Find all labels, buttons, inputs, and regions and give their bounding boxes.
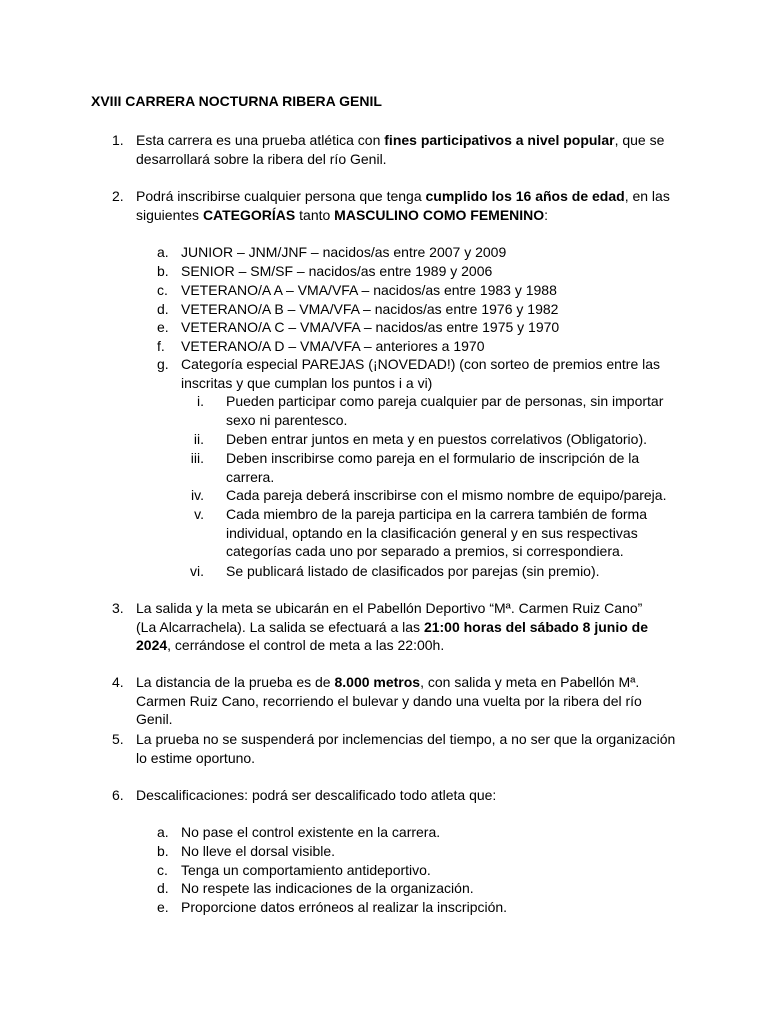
- item-number: 6.: [112, 787, 124, 803]
- item-text: La prueba no se suspenderá por inclemencias del tiempo, a no ser que la organización lo estime oportuno.: [136, 731, 676, 766]
- item-number: 1.: [112, 132, 124, 148]
- item-text: La salida y la meta se ubicarán en el Pabellón Deportivo “Mª. Carmen Ruiz Cano” (La Alcarrachela). La salida se efectuará a las 21:00 horas del sábado 8 junio de 2024, cerrándose el control de meta a las 22:00h.: [136, 600, 649, 653]
- item-number: 4.: [112, 674, 124, 690]
- item-text: Esta carrera es una prueba atlética con fines participativos a nivel popular, que se desarrollará sobre la ribera del río Genil.: [136, 132, 665, 167]
- item-number: 2.: [112, 188, 124, 204]
- item-text: Descalificaciones: podrá ser descalificado todo atleta que:: [136, 787, 497, 803]
- document-page: XVIII CARRERA NOCTURNA RIBERA GENIL 1. Esta carrera es una prueba atlética con fines participativos a nivel popular, que se desarrollará sobre la ribera del río Genil. 2. Podrá inscribirse cualquier persona que tenga cumplido los 16 años de edad, en las siguientes CATEGORÍAS tanto MASCULINO COMO FEMENINO: a. JUNIOR – JNM/JNF – nacidos/as entre 2007 y 2009 b. SENIOR – SM/SF – nacidos/as entre 1989 y 2006 c. VETERANO/A A – VMA/VFA – nacidos/as entre 1983 y 1988 d. VETERANO/A B – VMA/VFA – nacidos/as entre 1976 y 1982 e. VETERANO/A C – VMA/VFA – nacidos/as entre 1975 y 1970 f. VETERANO/A D – VMA/VFA – anteriores a 1970 g. Categoría especial PAREJAS (¡NOVEDAD!) (con sorteo de premios entre las inscritas y que cumplan los puntos i a vi) i. Pueden participar como pareja cualquier par de personas, sin importar sexo ni parentesco. ii. Deben entrar juntos en meta y en puestos correlativos (Obligatorio). iii. Deben inscribirse como pareja en el formulario de inscripción de la carrera. iv. Cada pareja deberá inscribirse con el mismo nombre de equipo/pareja. v. Cada miembro de la pareja participa en la carrera también de forma individual, optando en la clasificación general y en sus respectivas categorías cada uno por separado a premios, si correspondiera. vi. Se publicará listado de clasificados por parejas (sin premio). 3. La salida y la meta se ubicarán en el Pabellón Deportivo “Mª. Carmen Ruiz Cano” (La Alcarrachela). La salida se efectuará a las 21:00 horas del sábado 8 junio de 2024, cerrándose el control de meta a las 22:00h. 4. La distancia de la prueba es de 8.000 metros, con salida y meta en Pabellón Mª. Carmen Ruiz Cano, recorriendo el bulevar y dando una vuelta por la ribera del río Genil. 5. La prueba no se suspenderá por inclemencias del tiempo, a no ser que la organización lo estime oportuno. 6. Descalificaciones: podrá ser descalificado todo atleta que: a. No pase el control existente en la carrera. b. No lleve el dorsal visible. c. Tenga un comportamiento antideportivo. d. No respete las indicaciones de la organización. e. Proporcione datos erróneos al realizar la inscripción.: [91, 93, 676, 915]
- document-title: XVIII CARRERA NOCTURNA RIBERA GENIL: [91, 93, 382, 109]
- item-number: 3.: [112, 600, 124, 616]
- item-number: 5.: [112, 731, 124, 747]
- item-text: Podrá inscribirse cualquier persona que tenga cumplido los 16 años de edad, en las siguientes CATEGORÍAS tanto MASCULINO COMO FEMENINO:: [136, 188, 670, 223]
- item-text: La distancia de la prueba es de 8.000 metros, con salida y meta en Pabellón Mª. Carmen Ruiz Cano, recorriendo el bulevar y dando una vuelta por la ribera del río Genil.: [136, 674, 642, 727]
